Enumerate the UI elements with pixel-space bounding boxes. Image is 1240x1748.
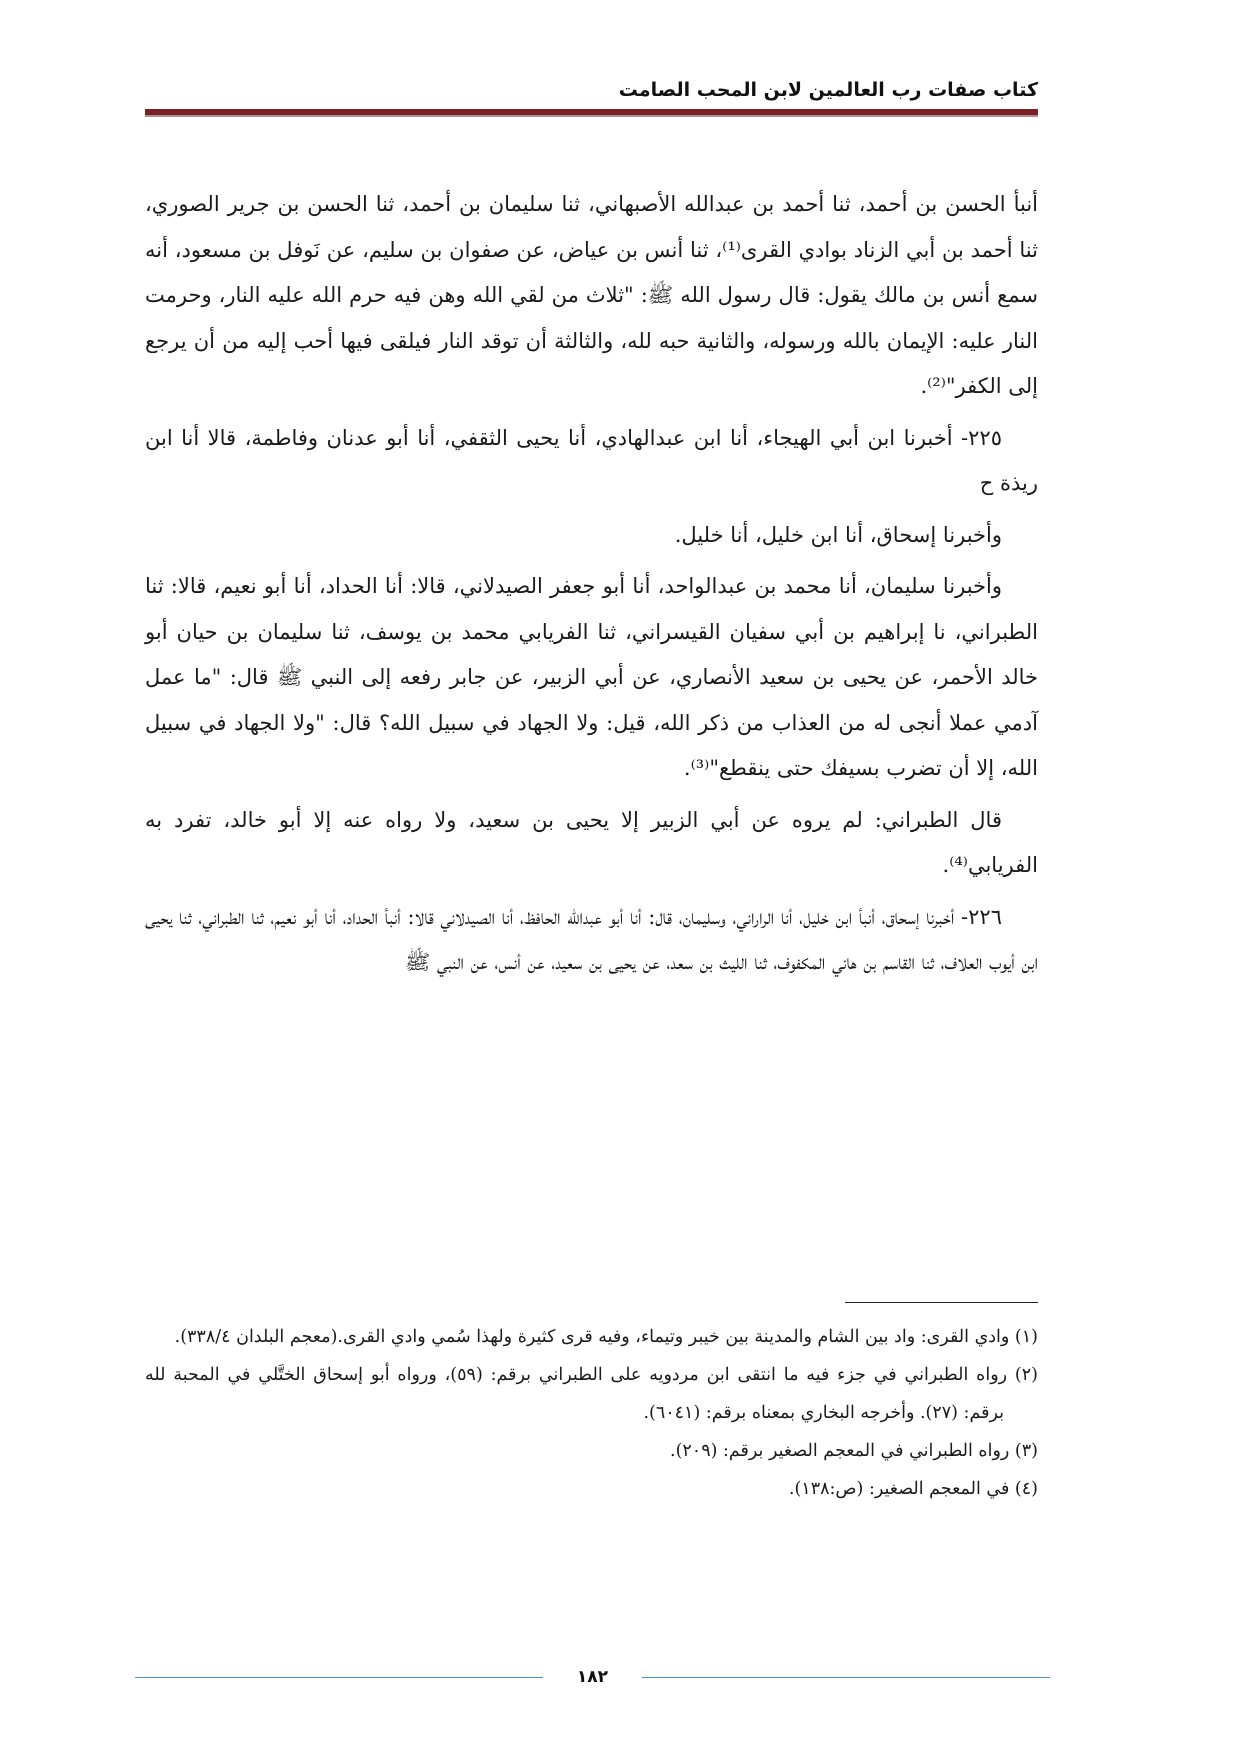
- page-number: ١٨٢: [576, 1667, 609, 1687]
- main-text: [145, 182, 1038, 992]
- paragraph-225: ٢٢٥- أخبرنا ابن أبي الهيجاء، أنا ابن عبدالهادي، أنا يحيى الثقفي، أنا أبو عدنان وفاطمة، قالا أنا ابن ريذة ح: [145, 425, 1038, 495]
- header-rule: [145, 109, 1038, 117]
- footnote-1: (١) وادي القرى: واد بين الشام والمدينة بين خيبر وتيماء، وفيه قرى كثيرة ولهذا سُمي وادي القرى.(معجم البلدان ٣٣٨/٤).: [174, 1327, 1038, 1347]
- footer-line-right: [642, 1677, 1050, 1678]
- footnote-separator: [845, 1302, 1038, 1303]
- book-title: كتاب صفات رب العالمين لابن المحب الصامت: [618, 79, 1038, 101]
- page-footer: [135, 1665, 1050, 1689]
- paragraph-tabarani-comment: قال الطبراني: لم يروه عن أبي الزبير إلا يحيى بن سعيد، ولا رواه عنه إلا أبو خالد، تفرد به الفريابي⁽⁴⁾.: [145, 807, 1038, 877]
- paragraph-sulayman: وأخبرنا سليمان، أنا محمد بن عبدالواحد، أنا أبو جعفر الصيدلاني، قالا: أنا الحداد، أنا أبو نعيم، قالا: ثنا الطبراني، نا إبراهيم بن أبي سفيان القيسراني، ثنا الفريابي محمد بن يوسف، ثنا سليمان بن حيان أبو خالد الأحمر، عن يحيى بن سعيد الأنصاري، عن أبي الزبير، عن جابر رفعه إلى النبي ﷺ قال: "ما عمل آدمي عملا أنجى له من العذاب من ذكر الله، قيل: ولا الجهاد في سبيل الله؟ قال: "ولا الجهاد في سبيل الله، إلا أن تضرب بسيفك حتى ينقطع"⁽³⁾.: [145, 574, 1038, 780]
- paragraph-226: ٢٢٦- أخبرنا إسحاق، أنبأ ابن خليل، أنا الراراني، وسليمان، قال: أنا أبو عبدالله الحافظ، أنا الصيدلاني قالا: أنبأ الحداد، أنا أبو نعيم، ثنا الطبراني، ثنا يحيى ابن أيوب العلاف، ثنا القاسم بن هاني المكفوف، ثنا الليث بن سعد، عن يحيى بن سعيد، عن أنس، عن النبي ﷺ: [145, 904, 1038, 974]
- paragraph-isnad-hadith: أنبأ الحسن بن أحمد، ثنا أحمد بن عبدالله الأصبهاني، ثنا سليمان بن أحمد، ثنا الحسن بن جرير الصوري، ثنا أحمد بن أبي الزناد بوادي القرى⁽¹⁾، ثنا أنس بن عياض، عن صفوان بن سليم، عن نَوفل بن مسعود، أنه سمع أنس بن مالك يقول: قال رسول الله ﷺ: "ثلاث من لقي الله وهن فيه حرم الله عليه النار، وحرمت النار عليه: الإيمان بالله ورسوله، والثانية حبه لله، والثالثة أن توقد النار فيلقى فيها أحب إليه من أن يرجع إلى الكفر"⁽²⁾.: [145, 192, 1038, 398]
- paragraph-ishaq: وأخبرنا إسحاق، أنا ابن خليل، أنا خليل.: [674, 522, 1002, 547]
- running-header: [145, 78, 1038, 102]
- footnotes: [145, 1318, 1038, 1508]
- footnote-4: (٤) في المعجم الصغير: (ص:١٣٨).: [788, 1479, 1038, 1499]
- footnote-2: (٢) رواه الطبراني في جزء فيه ما انتقى ابن مردويه على الطبراني برقم: (٥٩)، ورواه أبو إسحاق الختَّلي في المحبة لله برقم: (٢٧). وأخرجه البخاري بمعناه برقم: (٦٠٤١).: [145, 1365, 1038, 1423]
- footnote-3: (٣) رواه الطبراني في المعجم الصغير برقم: (٢٠٩).: [670, 1441, 1038, 1461]
